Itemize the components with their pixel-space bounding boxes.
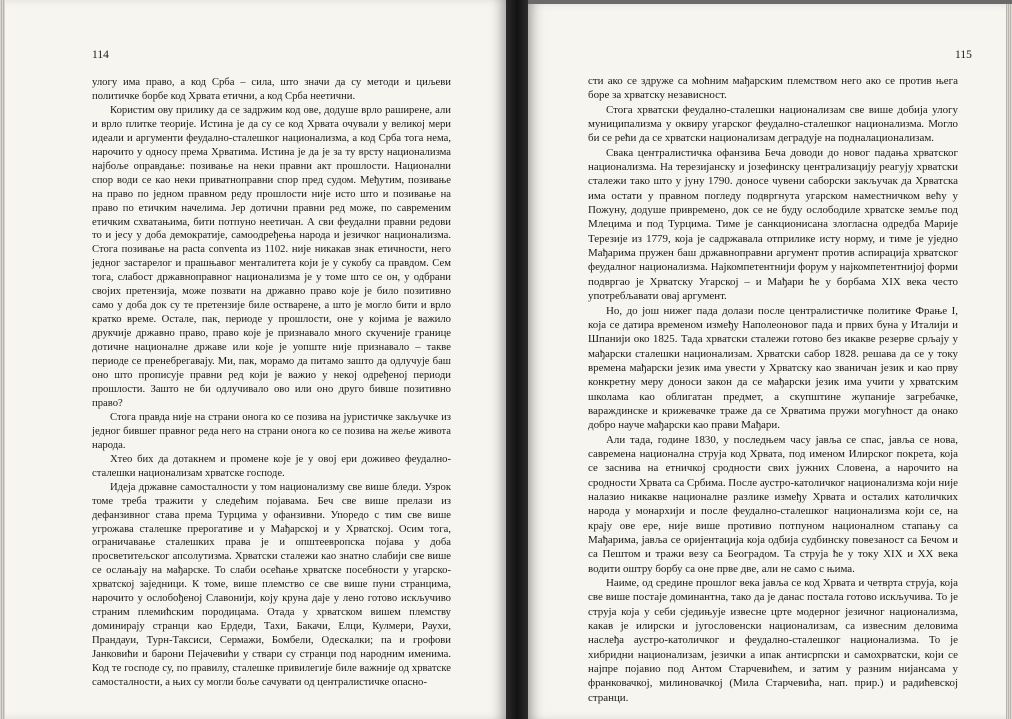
paragraph: Хтео бих да дотакнем и промене које је у овој ери доживео феудално-сталешки национализам хрватске господе. [92, 453, 451, 479]
book-gutter [506, 0, 528, 719]
page-edge-right [1006, 4, 1012, 719]
paragraph: Наиме, од средине прошлог века јавља се код Хрвата и четврта струја, која све више постаје доминантна, тако да је данас постала готово искључива. То је струја која у себи сједињује извесне црте модерног језичног национализма, какав је илирски и југословенски национализам, са извесним деловима наслеђа аустро-католичког и феудално-сталешког национализма. То је хибридни национализам, језички а ипак антисрпски и самохрватски, који се најпре појавио под Антом Старчевићем, и затим у разним нијансама у франковачкој, милиновачкој (Мила Старчевића, нап. прир.) и радићевској странци. [588, 577, 958, 704]
page-edge-left [0, 0, 5, 719]
paragraph: улогу има право, а код Срба – сила, што значи да су методи и циљеви политичке борбе код Хрвата етични, а код Срба неетични. [92, 77, 451, 102]
paragraph: Идеја државне самосталности у том национализму све више бледи. Узрок томе треба тражити у следећим појавама. Беч све више прелази из дефанзивног става према Турцима у офанзивни. Упоредо с тим све више угрожава сталешке прерогативе и у Мађарској и у Хрватској. Осим тога, ограничавање сталешких права је и општеевропска појава у доба просветитељског апсолутизма. Хрватски сталежи као знатно слабији све више се ослањају на мађарске. То слаби осећање хрватске посебности у угарско-хрватској заједници. К томе, више племство се све више пуни странцима, нарочито у ослобођеној Славонији, коју круна даје у лено готово искључиво страним племићским породицама. Отада у хрватском вишем племству доминирају странци као Ердеди, Тахи, Бакачи, Елци, Кулмери, Раухи, Прандауи, Турн-Таксиси, Сермажи, Бомбели, Одескалки; па и грофови Јанковићи и барони Пејачевићи у ствари су странци под народним именима. Код те господе су, по правилу, сталешке привилегије биле важније од хрватске самосталности, а њих су могли боље сачувати од централистичке опасно- [92, 481, 451, 688]
paragraph: Стога правда није на страни онога ко се позива на јуристичке закључке из једног бившег правног реда него на страни онога ко се позива на жеље живота народа. [92, 411, 451, 451]
paragraph: Стога хрватски феудално-сталешки национализам све више добија улогу муниципализма у оквиру угарског феудално-сталешког национализма. Могло би се рећи да се хрватски национализам деградује на подналационализам. [588, 103, 958, 145]
paragraph: Свака централистичка офанзива Беча доводи до новог падања хрватског национализма. На терезијанску и јозефинску централизацију реагују хрватски сталежи тако што у јуну 1790. доносе чувени саборски закључак да Хрватска има остати у правном погледу подвргнута угарском наместничком већу у Пожуну, додуше привремено, док се не буду ослободиле хрватске земље под Млецима и под Турцима. Тиме је санкционисана злогласна одредба Марије Терезије из 1779, која је садржавала отприлике исту норму, и тиме је уједно Мађарима пружен баш државноправни аргумент против аспирација хрватског феудалног национализма. Најкомпетентнији форум у најкомпетентнијој форми подвргао је Хрватску Угарској – и Мађари ће у борбама XIX века често употребљавати овај аргумент. [588, 146, 958, 303]
right-page-text [588, 74, 958, 705]
paragraph: сти ако се здруже са моћним мађарским племством него ако се против њега боре за хрватску независност. [588, 75, 958, 102]
left-page-text [92, 76, 451, 690]
page-number-right: 115 [955, 49, 972, 61]
paragraph: Но, до још нижег пада долази после централистичке политике Фрање I, која се датира временом између Наполеоновог пада и првих буна у Италији и Шпанији око 1825. Тада хрватски сталежи готово без икакве резерве срљају у мађарски сталешки национализам. Хрватски сабор 1828. решава да се у току времена мађарски језик има увести у Хрватску као званичан језик и као прву конкретну меру доноси закон да се мађарски језик има учити у хрватским школама као облигатан предмет, а скупштине жупаније загребачке, вараждинске и крижевачке траже да се Хрватима пружи могућност да онако добро науче мађарски као прави Мађари. [588, 304, 958, 432]
right-page [528, 4, 1012, 719]
page-number-left: 114 [92, 49, 109, 61]
paragraph: Али тада, године 1830, у последњем часу јавља се спас, јавља се нова, савремена национална струја код Хрвата, под именом Илирског покрета, која се заснива на етничкој сродности свих јужних Словена, а нарочито на сродности Хрвата са Србима. После аустро-католичког национализма који није налазио никакве националне разлике између Хрвата и осталих католичких народа у монархији и после феудално-сталешког национализма који се, на крају ове ере, није више противио потпуном националном стапању са Мађарима, јавља се оријентација која одбија судбинску повезаност са Бечом и са Пештом и тражи везу са Београдом. Та струја ће у току XIX и XX века водити оштру борбу са оне прве две, али не само с њима. [588, 433, 958, 575]
paragraph: Користим ову прилику да се задржим код ове, додуше врло раширене, али и врло плитке теорије. Истина је да су се код Хрвата очували у великој мери идеали и аргументи феудално-сталешког национализма, а код Срба тога нема, нарочито у односу према Хрватима. Истина је да је за ту врсту национализма најбоље оправдање: позивање на неки правни акт прошлости. Национални спор води се као неки приватноправни спор пред судом. Међутим, позивање на право по једном правном реду прошлости није исто што и позивање на право по етичким начелима. Јер дотични правни ред може, по савременим етичким схватањима, бити потпуно неетичан. А сви феудални правни редови то и јесу у доба демократије, самоодређења народа и језичког национализма. Стога позивање на pacta conventa из 1102. није никакав знак етичности, него једног застарелог и прашњавог менталитета који је у сукобу са правдом. Сем тога, слабост државноправног национализма је у томе што се он, у одбрани својих претензија, може позвати на државно право које је било позитивно само у доба док су те претензије биле остварене, а што је могло бити и врло кратко време. Остале, пак, периоде у прошлости, оне у којима је важило друкчије државно право, право које је признавало много скученије границе дотичне националне државе или које је уопште није признавало – такве периоде се пренебрегавају. Ми, пак, морамо да питамо зашто да одлучује баш оно што прописује правни ред који је важио у некој одређеној периоди прошлости. Зашто не би одлучивало ово или оно друго бивше позитивно право? [92, 104, 451, 409]
